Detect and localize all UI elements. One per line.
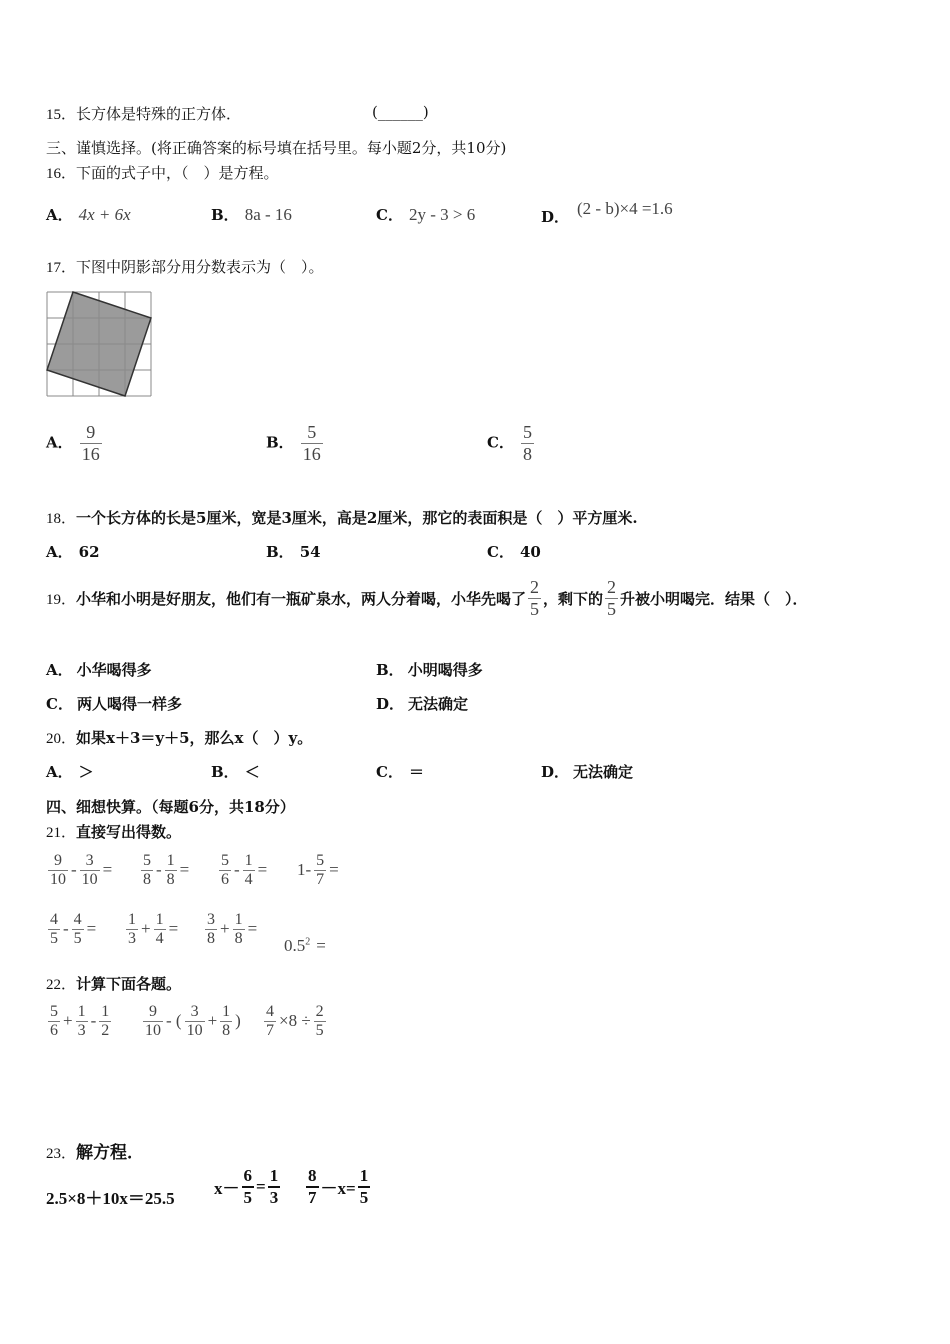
q20-option-d[interactable]: D． 无法确定 [541, 763, 634, 781]
q21-item-5: $\frac{4}{5}$ - $\frac{4}{5}$ = [50, 911, 97, 948]
q19-option-c[interactable]: C． 两人喝得一样多 [46, 695, 182, 713]
q19-option-d[interactable]: D． 无法确定 [376, 695, 469, 713]
q21-item-6: $\frac{1}{3}$ + $\frac{1}{4}$ = [128, 911, 179, 948]
q15-answer-blank[interactable]: (______) [372, 103, 429, 121]
q15: 15．长方体是特殊的正方体． [46, 105, 242, 123]
q23-equation-2: x－ $\frac{6}{5}$ = $\frac{1}{3}$ [214, 1166, 279, 1207]
q16: 16．下面的式子中，（ ）是方程。 [46, 164, 279, 182]
q17: 17．下图中阴影部分用分数表示为（ ）。 [46, 258, 324, 276]
q16-option-c[interactable]: C． 2y - 3 > 6 [376, 205, 476, 224]
q18: 18．一个长方体的长是5厘米，宽是3厘米，高是2厘米，那它的表面积是（ ）平方厘米. [46, 509, 638, 527]
q16-option-d[interactable]: D． (2 - b)×4 =1.6 [541, 199, 673, 226]
q16-option-a[interactable]: A． 4x + 6x [46, 205, 131, 224]
q16-option-b[interactable]: B． 8a - 16 [211, 205, 292, 224]
q19-option-b[interactable]: B． 小明喝得多 [376, 661, 483, 679]
q21-item-4: 1- $\frac{5}{7}$ = [297, 852, 339, 889]
q17-option-a[interactable]: A． $\frac{9}{16}$ [46, 422, 100, 464]
q20-option-a[interactable]: A． ＞ [46, 763, 94, 781]
q18-option-a[interactable]: A． 62 [46, 543, 100, 561]
q21: 21．直接写出得数。 [46, 823, 182, 841]
q22-expression-3: $\frac{4}{7}$ ×8 ÷ $\frac{2}{5}$ [266, 1003, 324, 1040]
q17-option-b[interactable]: B． $\frac{5}{16}$ [266, 422, 321, 464]
q23: 23．解方程． [46, 1143, 145, 1163]
q21-item-3: $\frac{5}{6}$ - $\frac{1}{4}$ = [221, 852, 268, 889]
q20-option-c[interactable]: C． ＝ [376, 763, 424, 781]
q20-option-b[interactable]: B． ＜ [211, 763, 260, 781]
shaded-grid-figure [46, 291, 152, 397]
q18-option-b[interactable]: B． 54 [266, 543, 321, 561]
q17-option-c[interactable]: C． $\frac{5}{8}$ [487, 422, 533, 464]
shaded-square [47, 292, 151, 396]
q21-item-8: $0.5^2$ = [284, 936, 326, 955]
q21-item-7: $\frac{3}{8}$ + $\frac{1}{8}$ = [207, 911, 258, 948]
q21-item-1: $\frac{9}{10}$ - $\frac{3}{10}$ = [50, 852, 113, 889]
q21-item-2: $\frac{5}{8}$ - $\frac{1}{8}$ = [143, 852, 190, 889]
q19-option-a[interactable]: A． 小华喝得多 [46, 661, 152, 679]
q22-expression-2: $\frac{9}{10}$ - ( $\frac{3}{10}$ + $\frac{1}{8}$ ) [145, 1003, 241, 1040]
q20: 20．如果x＋3＝y＋5，那么x（ ）y。 [46, 729, 313, 747]
q22: 22．计算下面各题。 [46, 975, 182, 993]
section-3-title: 三、谨慎选择。(将正确答案的标号填在括号里。每小题2分，共10分) [46, 139, 507, 157]
section-4-title: 四、细想快算。（每题6分，共18分） [46, 798, 295, 816]
q23-equation-1: 2.5×8＋10x＝25.5 [46, 1189, 175, 1208]
q18-option-c[interactable]: C． 40 [487, 543, 541, 561]
q23-equation-3: $\frac{8}{7}$ －x= $\frac{1}{5}$ [308, 1166, 369, 1207]
q19: 19． 小华和小明是好朋友，他们有一瓶矿泉水，两人分着喝，小华先喝了 $\frac{2}{5}$ ，剩下的 $\frac{2}{5}$ 升被小明喝完．结果（ ）． [46, 576, 808, 619]
q22-expression-1: $\frac{5}{6}$ + $\frac{1}{3}$ - $\frac{1}{2}$ [50, 1003, 110, 1040]
